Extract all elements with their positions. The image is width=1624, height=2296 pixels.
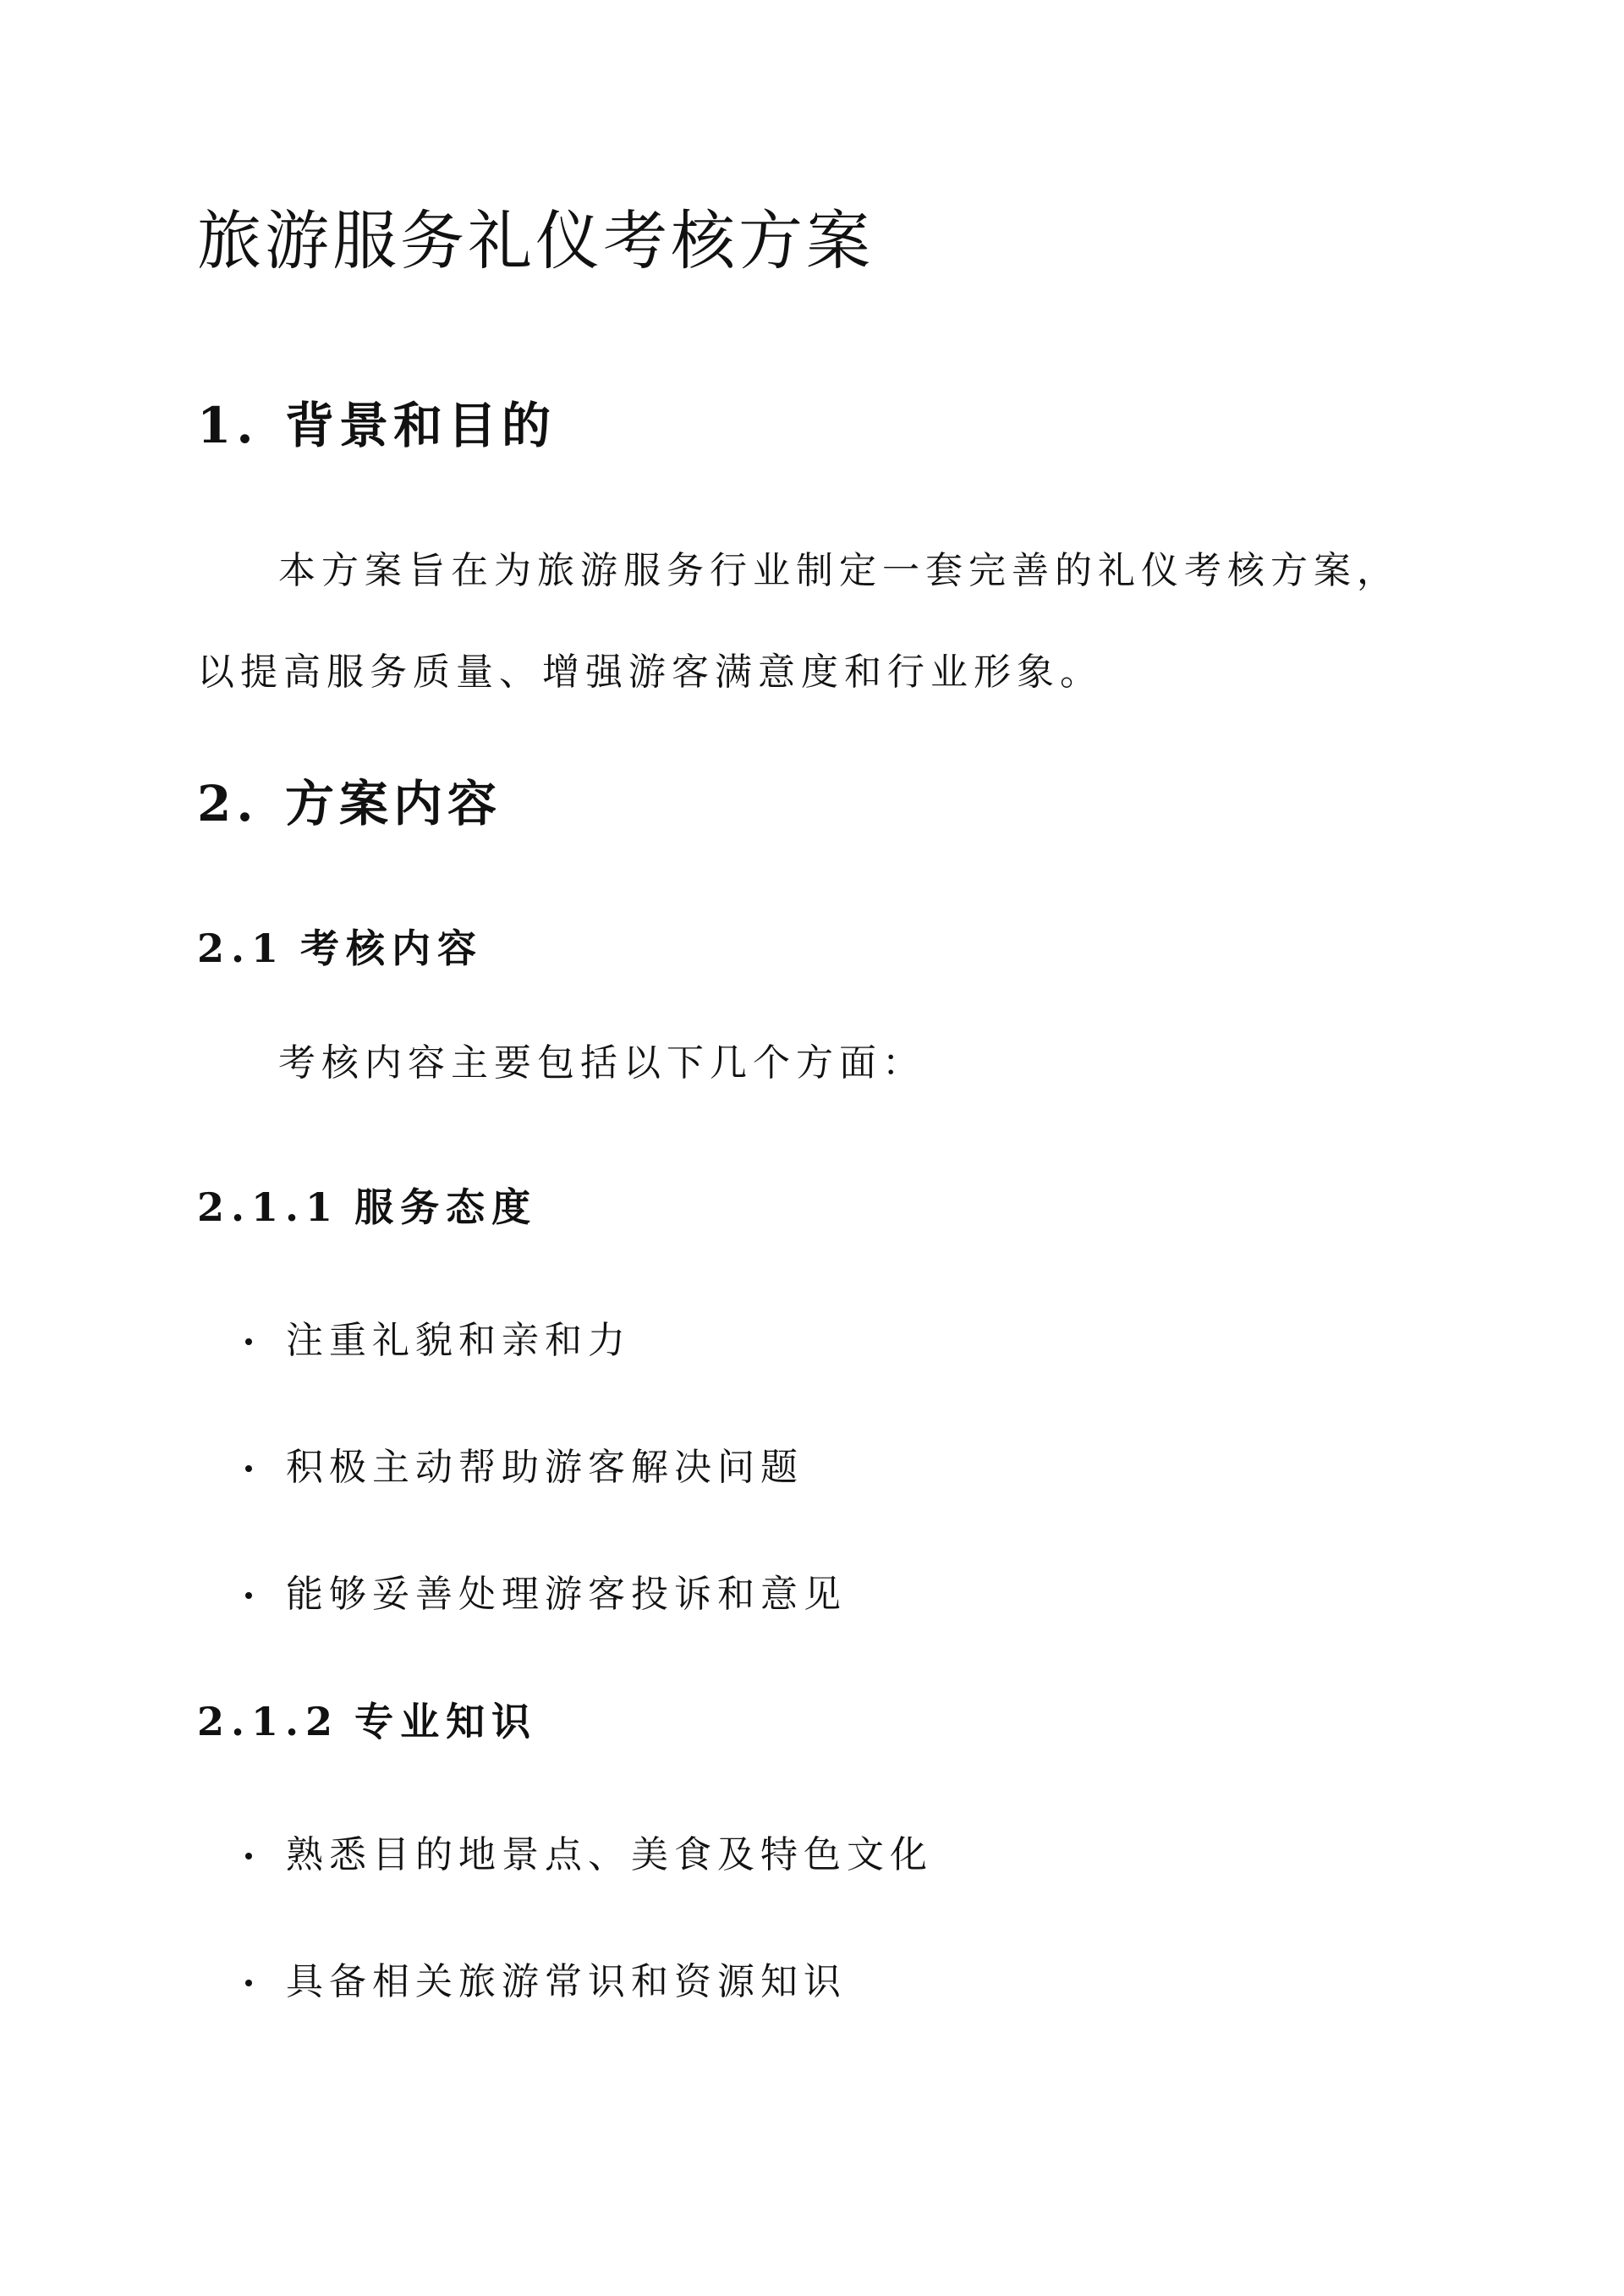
bullet-text: 具备相关旅游常识和资源知识 <box>286 1960 847 2003</box>
section-1-paragraph: 本方案旨在为旅游服务行业制定一套完善的礼仪考核方案，以提高服务质量、增强游客满意度和行业形象。 <box>197 549 1400 694</box>
bullet-item <box>245 1311 631 1370</box>
bullet-item <box>245 1953 847 2012</box>
subsection-2-1-paragraph: 考核内容主要包括以下几个方面： <box>278 1041 925 1085</box>
item-2-1-2-heading <box>197 1692 537 1751</box>
bullet-item <box>245 1826 933 1885</box>
bullet-item <box>245 1565 847 1624</box>
section-2-number: 2. <box>197 775 259 832</box>
section-1-heading <box>197 392 556 459</box>
bullet-dot-icon <box>245 1980 252 1986</box>
item-2-1-2-number: 2.1.2 <box>197 1699 340 1744</box>
item-2-1-2-title: 专业知识 <box>354 1699 538 1744</box>
section-2-title: 方案内容 <box>285 775 502 832</box>
bullet-text: 积极主动帮助游客解决问题 <box>286 1446 804 1489</box>
bullet-dot-icon <box>245 1338 252 1345</box>
item-2-1-1-heading <box>197 1178 537 1237</box>
bullet-text: 注重礼貌和亲和力 <box>286 1319 631 1362</box>
document-title: 旅游服务礼仪考核方案 <box>197 203 874 278</box>
section-1-title: 背景和目的 <box>285 397 557 454</box>
bullet-dot-icon <box>245 1853 252 1859</box>
bullet-dot-icon <box>245 1465 252 1472</box>
subsection-2-1-title: 考核内容 <box>300 926 484 971</box>
section-2-heading <box>197 770 502 838</box>
bullet-item <box>245 1438 804 1497</box>
item-2-1-1-title: 服务态度 <box>354 1184 538 1230</box>
item-2-1-1-number: 2.1.1 <box>197 1184 340 1230</box>
bullet-text: 熟悉目的地景点、美食及特色文化 <box>286 1833 933 1876</box>
section-1-number: 1. <box>197 397 259 454</box>
subsection-2-1-number: 2.1 <box>197 926 286 971</box>
bullet-text: 能够妥善处理游客投诉和意见 <box>286 1573 847 1616</box>
bullet-dot-icon <box>245 1592 252 1599</box>
subsection-2-1-heading <box>197 919 483 978</box>
